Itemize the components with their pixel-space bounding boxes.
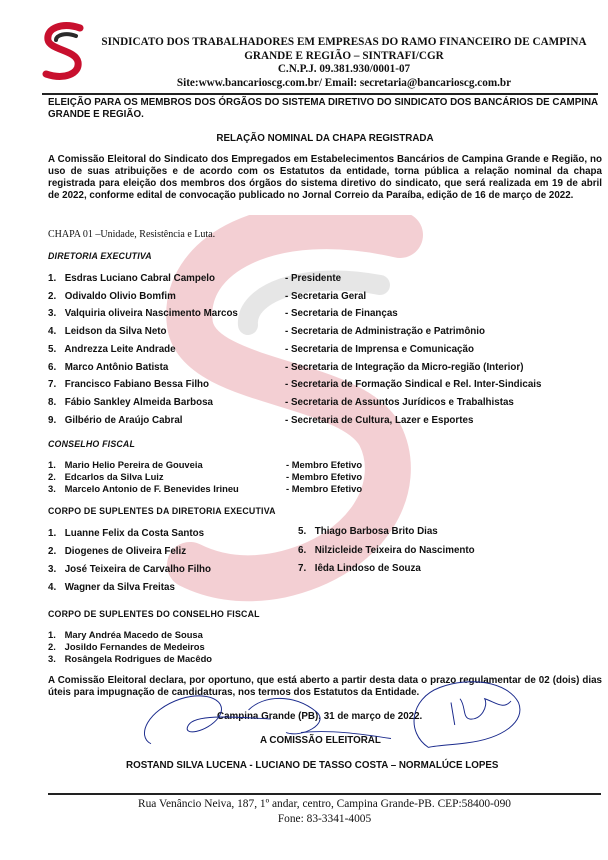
suplente-diretoria-member (298, 526, 438, 537)
suplente-diretoria-member (298, 545, 475, 556)
member-number: 1. (48, 629, 56, 640)
member-number: 6. (298, 544, 307, 556)
member-number: 5. (298, 526, 307, 537)
diretoria-member (48, 362, 168, 373)
sindicato-s-logo-icon (40, 22, 88, 82)
member-name: Valquiria oliveira Nascimento Marcos (64, 308, 238, 320)
member-name: Gilbério de Araújo Cabral (64, 414, 183, 426)
diretoria-member (48, 415, 183, 426)
suplente-conselho-member (48, 629, 203, 640)
diretoria-member (48, 273, 215, 284)
member-name: Odivaldo Olivio Bomfim (64, 290, 176, 302)
suplente-diretoria-member (48, 564, 211, 575)
union-name-line2: GRANDE E REGIÃO – SINTRAFI/CGR (244, 49, 444, 62)
member-number: 3. (48, 564, 57, 575)
member-number: 4. (48, 326, 57, 338)
footer-address: Rua Venâncio Neiva, 187, 1º andar, centro, Campina Grande-PB. CEP:58400-090 (138, 798, 511, 810)
site-email: Site:www.bancarioscg.com.br/ Email: secretaria@bancarioscg.com.br (176, 76, 512, 89)
member-name: Thiago Barbosa Brito Dias (314, 526, 438, 537)
member-number: 2. (48, 641, 56, 652)
member-number: 1. (48, 273, 57, 284)
commission-label: A COMISSÃO ELEITORAL (260, 735, 381, 746)
suplente-diretoria-member (48, 582, 175, 593)
suplente-diretoria-member (48, 528, 204, 539)
member-number: 5. (48, 343, 57, 355)
section-heading-suplentes-conselho: CORPO DE SUPLENTES DO CONSELHO FISCAL (48, 609, 260, 619)
member-name: Nilzicleide Teixeira do Nascimento (314, 544, 475, 556)
document-title: ELEIÇÃO PARA OS MEMBROS DOS ÓRGÃOS DO SISTEMA DIRETIVO DO SINDICATO DOS BANCÁRIOS DE CAMPINA GRANDE E REGIÃO. (48, 97, 598, 120)
footer-phone: Fone: 83-3341-4005 (277, 813, 372, 825)
member-role: - Secretaria de Assuntos Jurídicos e Trabalhistas (285, 396, 514, 408)
header-divider (42, 93, 598, 95)
member-name: Andrezza Leite Andrade (64, 343, 176, 355)
document-subtitle: RELAÇÃO NOMINAL DA CHAPA REGISTRADA (216, 133, 434, 144)
member-role: - Secretaria de Finanças (285, 308, 398, 320)
diretoria-member (48, 326, 167, 337)
member-number: 6. (48, 361, 57, 373)
member-name: Luanne Felix da Costa Santos (64, 528, 205, 539)
member-number: 4. (48, 582, 57, 593)
conselho-member (48, 459, 203, 470)
member-number: 3. (48, 653, 56, 664)
member-role: - Secretaria de Formação Sindical e Rel. Inter-Sindicais (285, 379, 542, 391)
diretoria-member (48, 291, 176, 302)
handwritten-signatures (0, 665, 608, 755)
member-role: - Presidente (285, 273, 342, 284)
member-name: Mary Andréa Macedo de Sousa (64, 629, 203, 640)
member-role: - Secretaria Geral (285, 290, 367, 302)
member-name: Francisco Fabiano Bessa Filho (64, 379, 210, 391)
member-number: 1. (48, 459, 56, 470)
member-name: José Teixeira de Carvalho Filho (64, 564, 212, 575)
member-role: - Membro Efetivo (286, 483, 363, 494)
closing-paragraph: A Comissão Eleitoral declara, por oportuno, que está aberto a partir desta data o prazo regulamentar de 02 (dois) dias úteis para impugnação de candidaturas, nos termos dos Estatutos da Entidade. (48, 675, 602, 698)
member-name: Diogenes de Oliveira Feliz (64, 546, 187, 557)
section-heading-conselho: CONSELHO FISCAL (48, 439, 136, 449)
diretoria-member (48, 379, 209, 390)
intro-paragraph: A Comissão Eleitoral do Sindicato dos Empregados em Estabelecimentos Bancários de Campina Grande e Região, no uso de suas atribuições e de acordo com os Estatutos da entidade, torna pública a relação nominal da chapa registrada para eleição dos membros dos órgãos do sistema diretivo do sindicato, que será realizada em 19 de abril de 2022, conforme edital de convocação publicado no Jornal Correio da Paraíba, edição de 16 de março de 2022. (48, 154, 602, 201)
footer-divider (48, 793, 601, 795)
member-number: 2. (48, 471, 56, 482)
member-name: Marcelo Antonio de F. Benevides Irineu (64, 483, 239, 494)
member-number: 9. (48, 414, 57, 426)
member-number: 7. (298, 563, 307, 574)
member-name: Wagner da Silva Freitas (64, 582, 175, 593)
member-name: Marco Antônio Batista (64, 361, 169, 373)
suplente-diretoria-member (298, 563, 421, 574)
member-role: - Secretaria de Integração da Micro-região (Interior) (285, 361, 524, 373)
diretoria-member (48, 344, 176, 355)
suplente-conselho-member (48, 641, 205, 652)
member-number: 8. (48, 396, 57, 408)
member-name: Leidson da Silva Neto (64, 326, 167, 338)
member-number: 1. (48, 528, 57, 539)
member-role: - Secretaria de Imprensa e Comunicação (285, 343, 474, 355)
conselho-member (48, 483, 239, 494)
member-number: 3. (48, 483, 56, 494)
signatories: ROSTAND SILVA LUCENA - LUCIANO DE TASSO COSTA – NORMALÚCE LOPES (126, 760, 499, 771)
conselho-member (48, 471, 164, 482)
member-number: 2. (48, 290, 57, 302)
member-number: 2. (48, 546, 57, 557)
member-name: Iêda Lindoso de Souza (314, 563, 421, 574)
member-number: 7. (48, 379, 57, 391)
suplente-conselho-member (48, 653, 212, 664)
section-heading-suplentes-diretoria: CORPO DE SUPLENTES DA DIRETORIA EXECUTIVA (48, 506, 276, 516)
member-name: Mario Helio Pereira de Gouveia (64, 459, 203, 470)
diretoria-member (48, 308, 238, 319)
member-role: - Secretaria de Administração e Patrimônio (285, 326, 485, 338)
suplente-diretoria-member (48, 546, 186, 557)
cnpj: C.N.P.J. 09.381.930/0001-07 (277, 63, 411, 76)
member-name: Fábio Sankley Almeida Barbosa (64, 396, 214, 408)
member-name: Esdras Luciano Cabral Campelo (64, 273, 215, 284)
diretoria-member (48, 397, 213, 408)
member-role: - Membro Efetivo (286, 459, 363, 470)
place-date: Campina Grande (PB), 31 de março de 2022. (217, 711, 423, 722)
union-name-line1: SINDICATO DOS TRABALHADORES EM EMPRESAS DO RAMO FINANCEIRO DE CAMPINA (101, 36, 587, 48)
member-role: - Membro Efetivo (286, 471, 363, 482)
chapa-name: CHAPA 01 –Unidade, Resistência e Luta. (48, 229, 216, 240)
member-name: Edcarlos da Silva Luiz (64, 471, 164, 482)
section-heading-diretoria: DIRETORIA EXECUTIVA (48, 251, 152, 261)
member-name: Rosângela Rodrigues de Macêdo (64, 653, 213, 664)
member-number: 3. (48, 308, 57, 320)
letterhead (40, 14, 600, 94)
member-role: - Secretaria de Cultura, Lazer e Esportes (285, 414, 474, 426)
member-name: Josildo Fernandes de Medeiros (64, 641, 205, 652)
